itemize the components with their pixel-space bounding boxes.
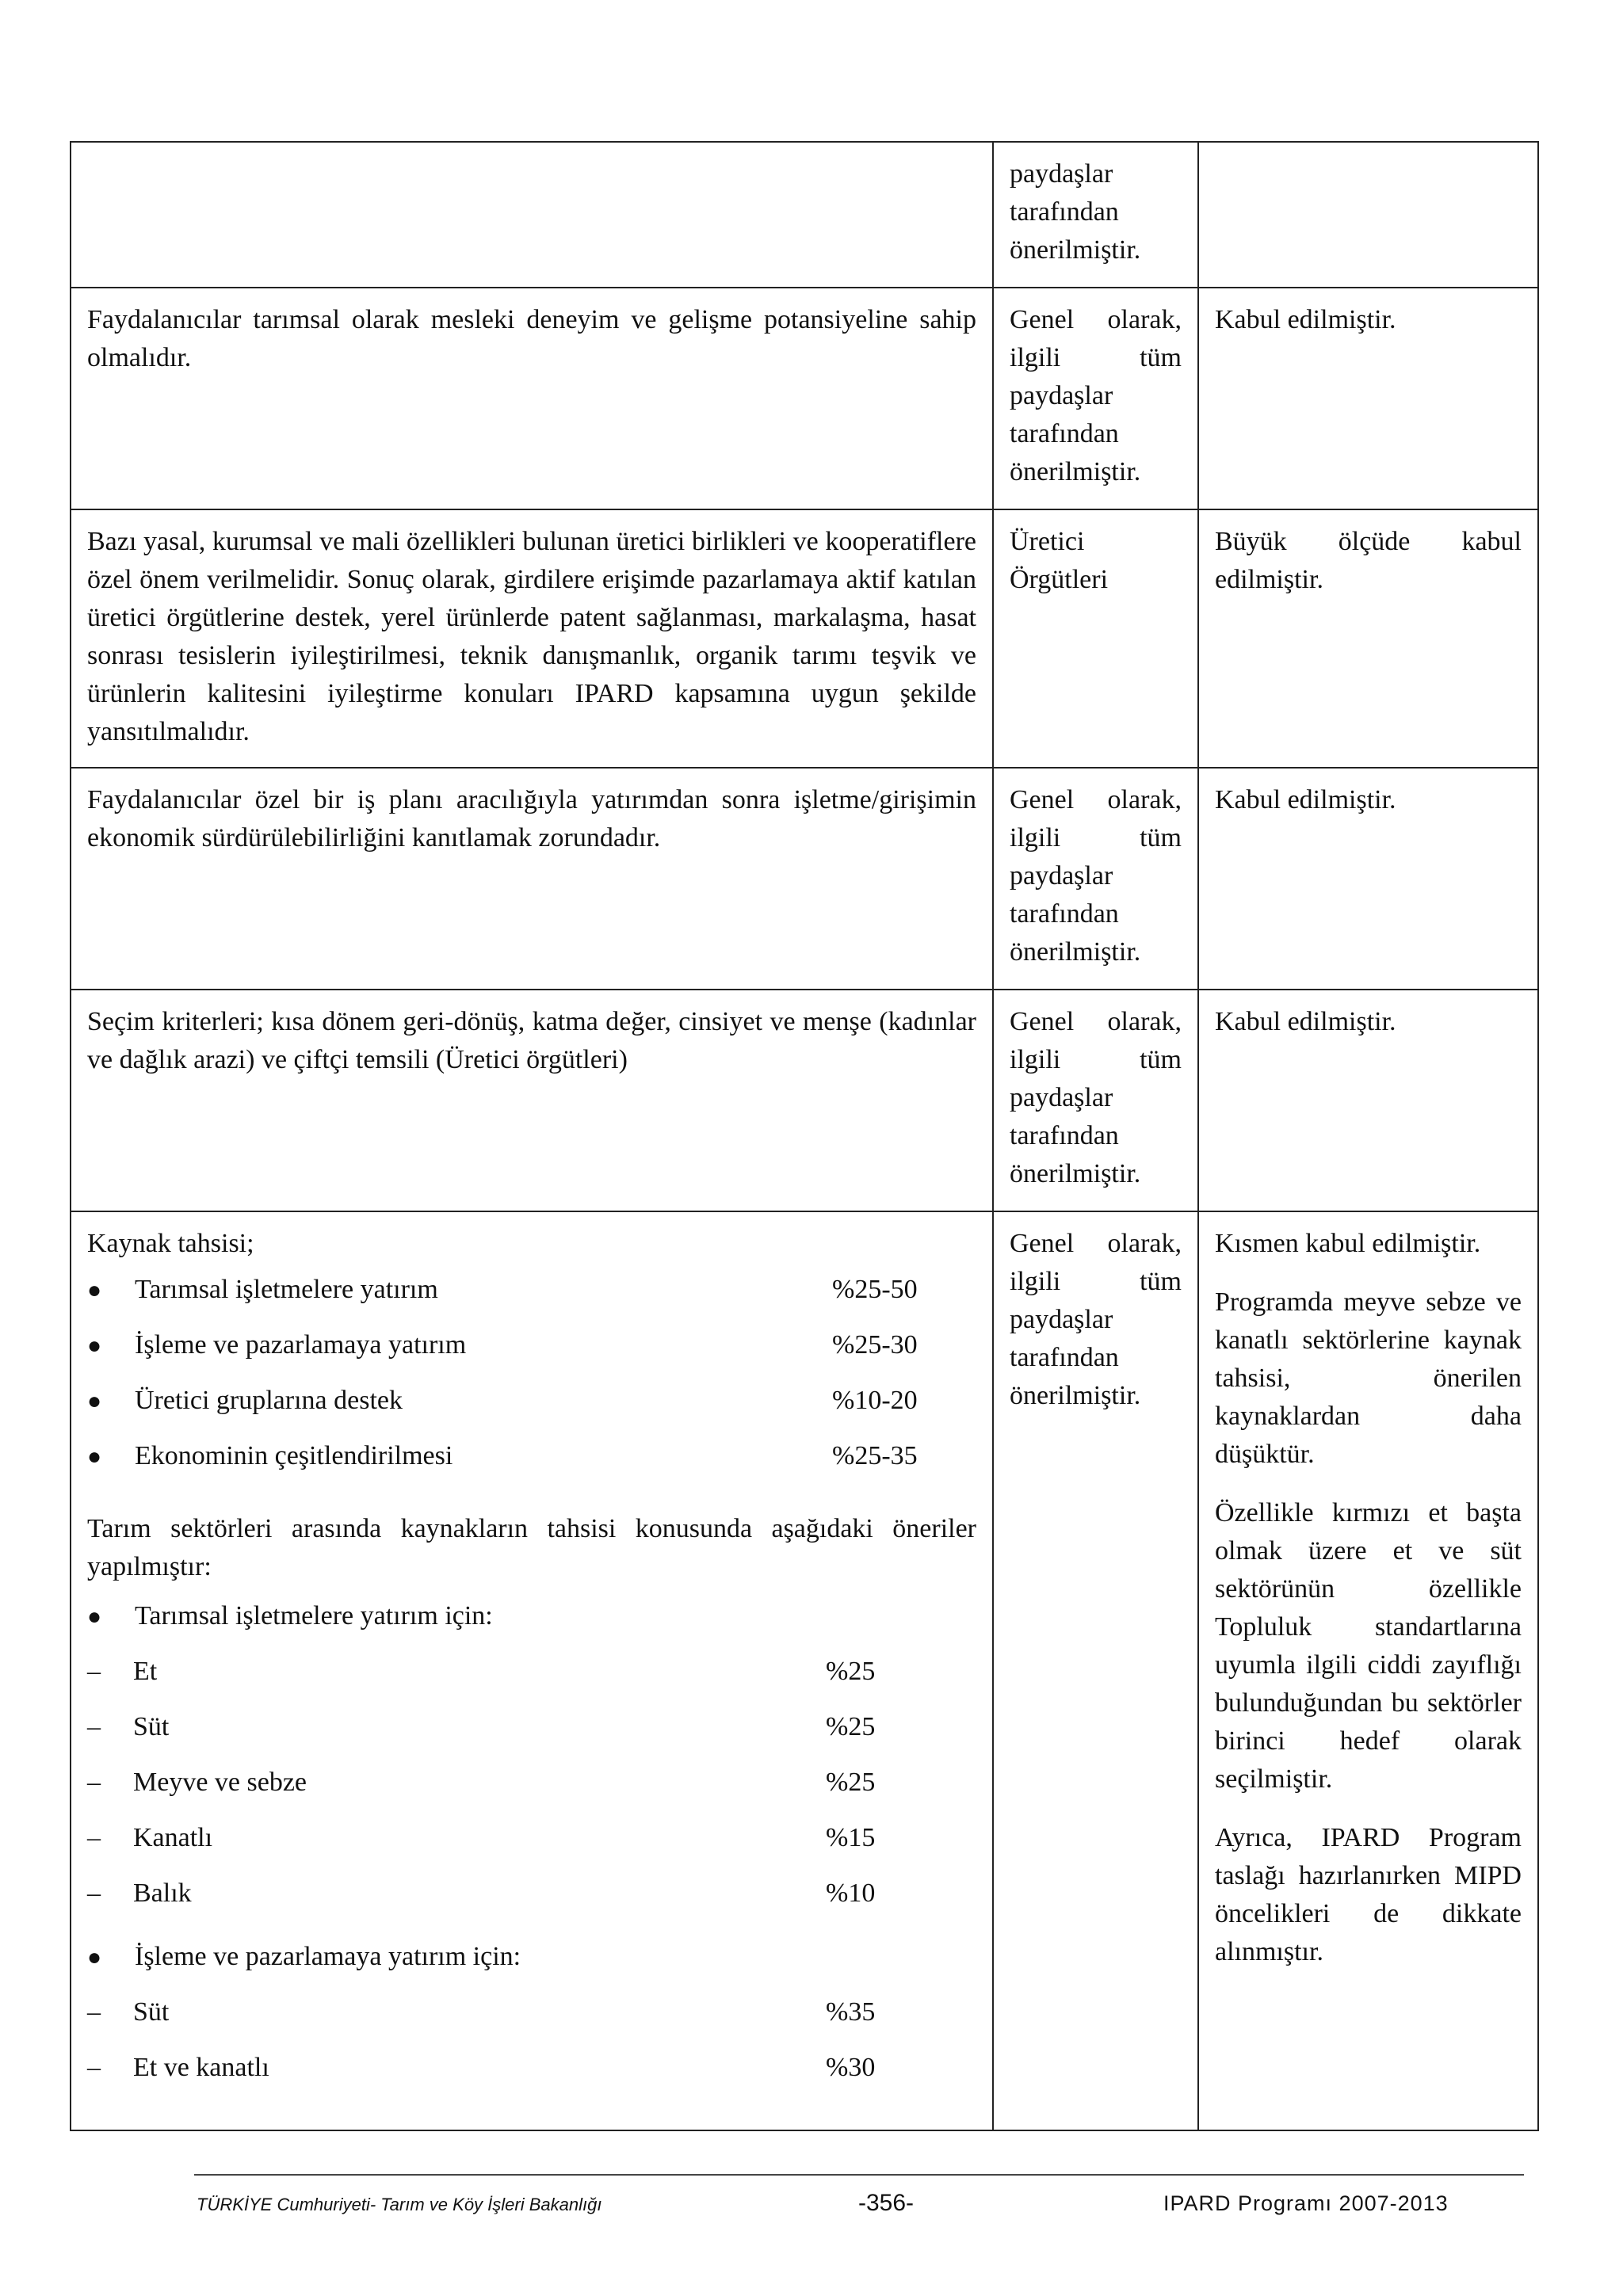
bullet-icon: ● — [87, 1444, 102, 1470]
list-item: – Meyve ve sebze %25 — [87, 1764, 976, 1819]
dash-icon: – — [87, 1878, 101, 1908]
response-cell: Kabul edilmiştir. — [1198, 288, 1538, 509]
percent-value: %25 — [826, 1712, 876, 1741]
response-cell — [1198, 1211, 1538, 2130]
table-row — [71, 509, 1538, 768]
allocation-intro: Tarım sektörleri arasında kaynakların tahsisi konusunda aşağıdaki öneriler yapılmıştır: — [87, 1514, 976, 1581]
proposal-cell: Seçim kriterleri; kısa dönem geri-dönüş, katma değer, cinsiyet ve menşe (kadınlar ve dağlık arazi) ve çiftçi temsili (Üretici örgütleri) — [71, 990, 993, 1211]
dash-icon: – — [87, 2053, 101, 2082]
list-item: – Kanatlı %15 — [87, 1819, 976, 1875]
response-paragraph: Özellikle kırmızı et başta olmak üzere et ve süt sektörünün özellikle Topluluk standartlarına uyumla ilgili ciddi zayıflığı bulunduğundan bu sektörler birinci hedef olarak seçilmiştir. — [1215, 1498, 1522, 1794]
allocation-bullets — [87, 1271, 976, 1493]
list-item: – Süt %35 — [87, 1993, 976, 2049]
source-cell: paydaşlar tarafından önerilmiştir. — [993, 142, 1198, 288]
response-paragraph: Ayrıca, IPARD Program taslağı hazırlanırken MIPD öncelikleri de dikkate alınmıştır. — [1215, 1823, 1522, 1966]
consultation-table — [70, 141, 1539, 2131]
footer-program: IPARD Programı 2007-2013 — [1163, 2191, 1449, 2215]
percent-value: %10-20 — [832, 1386, 918, 1415]
percent-value: %30 — [826, 2053, 876, 2082]
proposal-cell: Bazı yasal, kurumsal ve mali özellikleri bulunan üretici birlikleri ve kooperatiflere özel önem verilmelidir. Sonuç olarak, girdilere erişimde pazarlamaya aktif katılan üretici örgütlerine destek, yerel ürünlerde patent sağlanması, markalaşma, hasat sonrası tesislerin iyileştirilmesi, teknik danışmanlık, organik tarımı teşvik ve ürünlerin kalitesini iyileştirme konuları IPARD kapsamına uygun şekilde yansıtılmalıdır. — [71, 509, 993, 768]
list-item: ● Ekonominin çeşitlendirilmesi %25-35 — [87, 1437, 976, 1493]
source-cell: Genel olarak, ilgili tüm paydaşlar tarafından önerilmiştir. — [993, 768, 1198, 990]
table-row — [71, 990, 1538, 1211]
percent-value: %25-50 — [832, 1275, 918, 1304]
bullet-icon: ● — [87, 1388, 102, 1414]
percent-value: %10 — [826, 1878, 876, 1908]
source-cell: Genel olarak, ilgili tüm paydaşlar tarafından önerilmiştir. — [993, 990, 1198, 1211]
proposal-cell — [71, 142, 993, 288]
percent-value: %25 — [826, 1768, 876, 1797]
footer-ministry: TÜRKİYE Cumhuriyeti- Tarım ve Köy İşleri Bakanlığı — [197, 2195, 602, 2214]
allocation-cell — [71, 1211, 993, 2130]
percent-value: %25-35 — [832, 1441, 918, 1470]
source-cell: Genel olarak, ilgili tüm paydaşlar tarafından önerilmiştir. — [993, 1211, 1198, 2130]
response-cell: Kabul edilmiştir. — [1198, 990, 1538, 1211]
list-item: – Balık %10 — [87, 1875, 976, 1938]
table-row — [71, 142, 1538, 288]
response-paragraph: Programda meyve sebze ve kanatlı sektörlerine kaynak tahsisi, önerilen kaynaklardan daha düşüktür. — [1215, 1287, 1522, 1469]
response-paragraph: Kısmen kabul edilmiştir. — [1215, 1229, 1481, 1258]
dash-icon: – — [87, 1712, 101, 1741]
allocation-title: Kaynak tahsisi; — [87, 1229, 254, 1258]
list-item: ● Üretici gruplarına destek %10-20 — [87, 1382, 976, 1437]
percent-value: %25-30 — [832, 1330, 918, 1360]
bullet-icon: ● — [87, 1333, 102, 1359]
percent-value: %15 — [826, 1823, 876, 1852]
percent-value: %25 — [826, 1657, 876, 1686]
list-item: ● Tarımsal işletmelere yatırım %25-50 — [87, 1271, 976, 1326]
page-number: -356- — [858, 2190, 915, 2216]
percent-value: %35 — [826, 1997, 876, 2027]
list-item: – Et ve kanatlı %30 — [87, 2049, 976, 2104]
dash-icon: – — [87, 1997, 101, 2027]
list-item: – Et %25 — [87, 1653, 976, 1708]
table-row — [71, 288, 1538, 509]
table-row — [71, 768, 1538, 990]
bullet-icon: ● — [87, 1944, 102, 1970]
response-cell: Büyük ölçüde kabul edilmiştir. — [1198, 509, 1538, 768]
dash-icon: – — [87, 1768, 101, 1797]
source-cell: Üretici Örgütleri — [993, 509, 1198, 768]
response-cell: Kabul edilmiştir. — [1198, 768, 1538, 990]
list-item: ● İşleme ve pazarlamaya yatırım için: — [87, 1938, 976, 1993]
list-item: – Süt %25 — [87, 1708, 976, 1764]
footer-divider — [194, 2174, 1524, 2176]
list-item: ● Tarımsal işletmelere yatırım için: — [87, 1597, 976, 1653]
list-item: ● İşleme ve pazarlamaya yatırım %25-30 — [87, 1326, 976, 1382]
dash-icon: – — [87, 1657, 101, 1686]
proposal-cell: Faydalanıcılar özel bir iş planı aracılığıyla yatırımdan sonra işletme/girişimin ekonomik sürdürülebilirliğini kanıtlamak zorundadır. — [71, 768, 993, 990]
response-cell — [1198, 142, 1538, 288]
source-cell: Genel olarak, ilgili tüm paydaşlar tarafından önerilmiştir. — [993, 288, 1198, 509]
bullet-icon: ● — [87, 1277, 102, 1303]
bullet-icon: ● — [87, 1604, 102, 1630]
table-row — [71, 1211, 1538, 2130]
proposal-cell: Faydalanıcılar tarımsal olarak mesleki deneyim ve gelişme potansiyeline sahip olmalıdır. — [71, 288, 993, 509]
dash-icon: – — [87, 1823, 101, 1852]
